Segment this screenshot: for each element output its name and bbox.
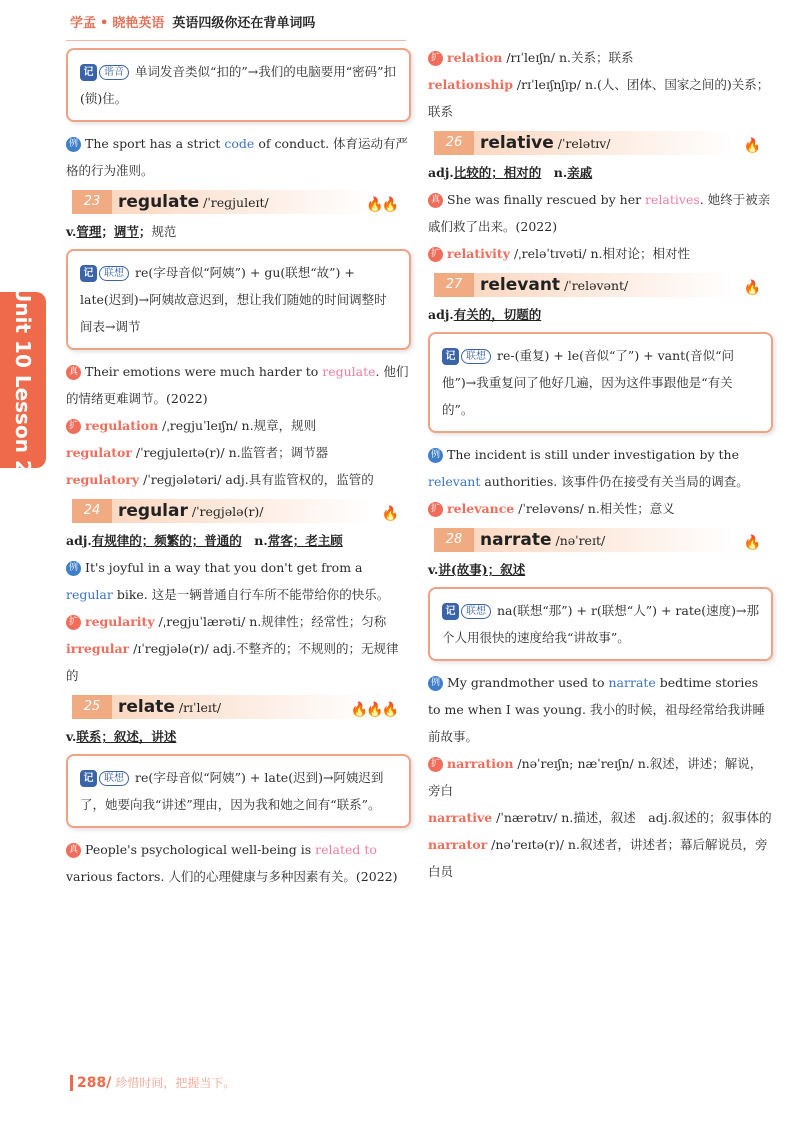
expand-icon: 扩 <box>428 247 443 262</box>
page-footer <box>70 1074 235 1091</box>
entry-heading-relevant: 27 relevant /ˈreləvənt/ 🔥 <box>428 271 773 299</box>
frequency-fire-icon: 🔥 <box>743 535 759 551</box>
expand-icon: 扩 <box>428 757 443 772</box>
example-sentence: 例 My grandmother used to narrate bedtime stories to me when I was young. 我小的时候，祖母经常给我讲睡前故事。 <box>428 675 766 744</box>
footer-motto: 珍惜时间，把握当下。 <box>115 1076 236 1090</box>
exam-icon: 真 <box>428 193 443 208</box>
exam-sentence: 真 Their emotions were much harder to regulate. 他们的情绪更难调节。(2022) <box>66 364 409 406</box>
derivative: 扩 regularity /ˌreɡjuˈlærəti/ n.规律性；经常性；匀称 <box>66 608 411 635</box>
exam-sentence: 真 People's psychological well-being is related to various factors. 人们的心理健康与多种因素有关。(2022) <box>66 842 398 884</box>
frequency-fire-icon: 🔥🔥🔥 <box>350 702 397 718</box>
unit-tab: Unit 10 Lesson 2 <box>0 292 46 468</box>
definition: adj.比较的；相对的 n.亲戚 <box>428 165 593 180</box>
left-column <box>66 44 411 1024</box>
derivative: 扩 relation /rɪˈleɪʃn/ n.关系；联系 <box>428 44 773 71</box>
frequency-fire-icon: 🔥 <box>743 280 759 296</box>
memo-icon: 记 <box>442 348 459 365</box>
derivative: narrative /ˈnærətɪv/ n.描述，叙述 adj.叙述的；叙事体的 <box>428 810 772 825</box>
exam-sentence: 真 She was finally rescued by her relatives. 她终于被亲戚们救了出来。(2022) <box>428 192 771 234</box>
page-number: 288/ <box>77 1075 112 1091</box>
brand-a: 学孟 <box>70 16 97 31</box>
example-icon: 例 <box>66 137 81 152</box>
derivative: irregular /ɪˈreɡjələ(r)/ adj.不整齐的；不规则的；无规律的 <box>66 641 399 683</box>
derivative: regulator /ˈreɡjuleɪtə(r)/ n.监管者；调节器 <box>66 445 329 460</box>
derivative: 扩 regulation /ˌreɡjuˈleɪʃn/ n.规章，规则 <box>66 412 411 439</box>
memo-box: 记 联想 re(字母音似“阿姨”) + late(迟到)→阿姨迟到了，她要向我“讲述”理由，因为我和她之间有“联系”。 <box>66 754 411 828</box>
expand-icon: 扩 <box>428 502 443 517</box>
derivative: narrator /nəˈreɪtə(r)/ n.叙述者，讲述者；幕后解说员，旁白员 <box>428 837 768 879</box>
frequency-fire-icon: 🔥🔥 <box>366 197 397 213</box>
definition: adj.有关的，切题的 <box>428 307 542 322</box>
definition: adj.有规律的；频繁的；普通的 n.常客；老主顾 <box>66 533 343 548</box>
derivative: 扩 narration /nəˈreɪʃn; næˈreɪʃn/ n.叙述，讲述；解说，旁白 <box>428 756 763 798</box>
example-icon: 例 <box>66 561 81 576</box>
exam-icon: 真 <box>66 365 81 380</box>
example-icon: 例 <box>428 448 443 463</box>
example-sentence: 例 The incident is still under investigation by the relevant authorities. 该事件仍在接受有关当局的调查。 <box>428 447 749 489</box>
derivative: 扩 relevance /ˈreləvəns/ n.相关性；意义 <box>428 495 773 522</box>
memo-icon: 记 <box>80 265 97 282</box>
definition: v.联系；叙述，讲述 <box>66 729 177 744</box>
derivative: 扩 relativity /ˌreləˈtɪvəti/ n.相对论；相对性 <box>428 240 773 267</box>
definition: v.讲(故事)；叙述 <box>428 562 526 577</box>
brand-b: 晓艳英语 <box>112 16 165 31</box>
derivative: relationship /rɪˈleɪʃnʃɪp/ n.(人、团体、国家之间的)关系；联系 <box>428 77 770 119</box>
frequency-fire-icon: 🔥 <box>381 506 397 522</box>
entry-heading-narrate: 28 narrate /nəˈreɪt/ 🔥 <box>428 526 773 554</box>
frequency-fire-icon: 🔥 <box>743 138 759 154</box>
right-column <box>428 44 773 885</box>
memo-box: 记 联想 re(字母音似“阿姨”) + gu(联想“故”) + late(迟到)→阿姨故意迟到，想让我们随她的时间调整时间表→调节 <box>66 249 411 350</box>
memo-box: 记 联想 re-(重复) + le(音似“了”) + vant(音似“问他”)→我重复问了他好几遍，因为这件事跟他是“有关的”。 <box>428 332 773 433</box>
memo-box: 记 联想 na(联想“那”) + r(联想“人”) + rate(速度)→那个人用很快的速度给我“讲故事”。 <box>428 587 773 661</box>
entry-heading-relative: 26 relative /ˈrelətɪv/ 🔥 <box>428 129 773 157</box>
definition: v.管理；调节；规范 <box>66 224 177 239</box>
exam-icon: 真 <box>66 843 81 858</box>
expand-icon: 扩 <box>66 615 81 630</box>
page-header: 学孟 • 晓艳英语 英语四级你还在背单词吗 <box>70 16 316 31</box>
entry-heading-relate: 25 relate /rɪˈleɪt/ 🔥🔥🔥 <box>66 693 411 721</box>
memo-icon: 记 <box>80 770 97 787</box>
header-divider <box>66 40 406 41</box>
expand-icon: 扩 <box>66 419 81 434</box>
memo-box: 记 谐音 单词发音类似“扣的”→我们的电脑要用“密码”扣(锁)住。 <box>66 48 411 122</box>
memo-icon: 记 <box>80 64 97 81</box>
example-sentence: 例 It's joyful in a way that you don't get from a regular bike. 这是一辆普通自行车所不能带给你的快乐。 <box>66 560 390 602</box>
memo-icon: 记 <box>442 603 459 620</box>
expand-icon: 扩 <box>428 51 443 66</box>
example-sentence: 例 The sport has a strict code of conduct. 体育运动有严格的行为准则。 <box>66 136 409 178</box>
entry-heading-regulate: 23 regulate /ˈreɡjuleɪt/ 🔥🔥 <box>66 188 411 216</box>
book-title: 英语四级你还在背单词吗 <box>172 16 316 31</box>
example-icon: 例 <box>428 676 443 691</box>
derivative: regulatory /ˈreɡjələtəri/ adj.具有监管权的，监管的 <box>66 472 374 487</box>
entry-heading-regular: 24 regular /ˈreɡjələ(r)/ 🔥 <box>66 497 411 525</box>
